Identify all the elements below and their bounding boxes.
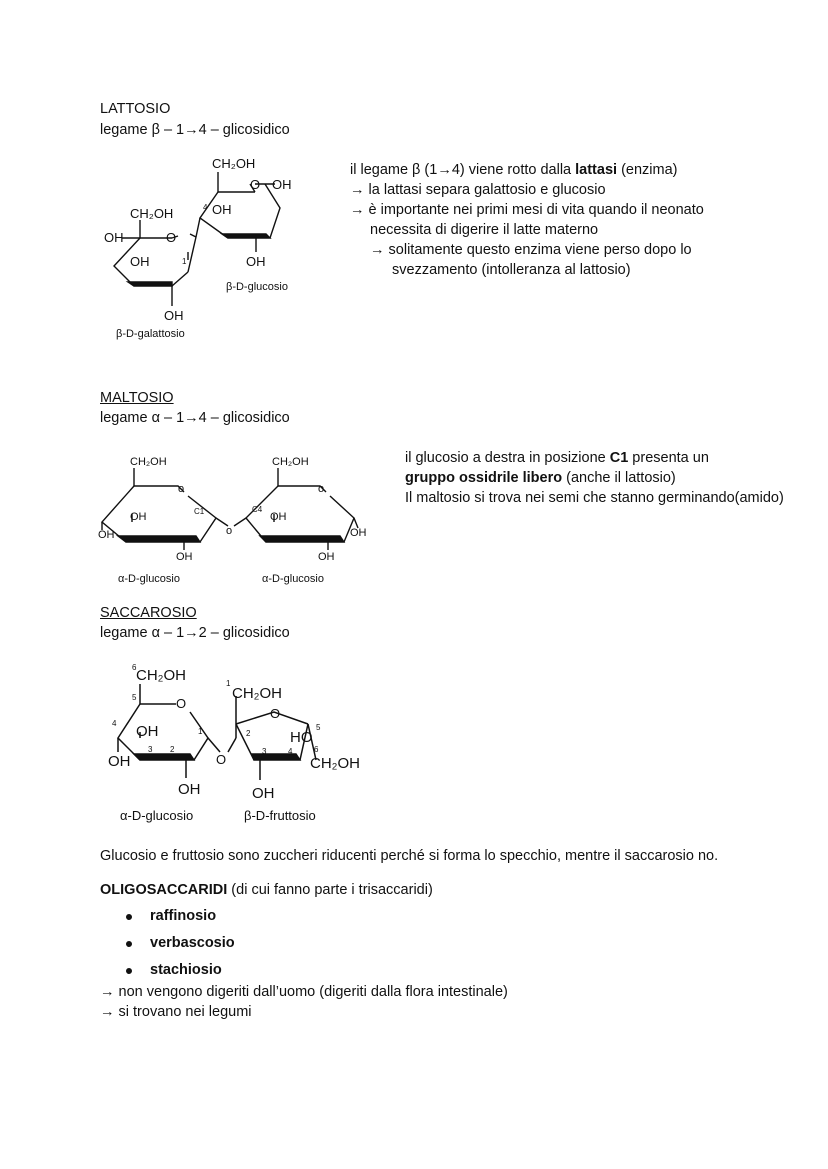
- malt-right-ch2oh: CH₂OH: [272, 456, 309, 468]
- saccarosio-title: SACCAROSIO: [100, 605, 197, 621]
- gluc-anomeric-oh: OH: [272, 177, 292, 192]
- gluc-oh-left: OH: [212, 202, 232, 217]
- oligosaccaridi-heading: [100, 880, 433, 900]
- sac-g-n4: 4: [112, 719, 117, 728]
- riducenti-text: Glucosio e fruttosio sono zuccheri riducenti perché si forma lo specchio, mentre il saccarosio no.: [100, 848, 719, 864]
- gal-num1: 1: [182, 257, 187, 266]
- sac-g-n2: 2: [170, 745, 175, 754]
- gal-oh-top-left: OH: [104, 230, 124, 245]
- malt-left-oh-bottom: OH: [176, 551, 193, 563]
- gluc-num4: 4: [203, 203, 208, 212]
- gluc-oh-bottom: OH: [246, 254, 266, 269]
- sac-link-o: O: [216, 752, 227, 767]
- gal-name: β-D-galattosio: [116, 328, 185, 340]
- sac-f-ch2oh-top: CH₂OH: [232, 685, 282, 702]
- sac-g-n3: 3: [148, 745, 153, 754]
- sac-f-ho: HO: [290, 729, 313, 746]
- sac-f-name: β-D-fruttosio: [244, 808, 316, 823]
- malt-right-c4: C4: [252, 505, 263, 514]
- sac-f-n1: 1: [226, 679, 231, 688]
- malt-right-ring-o: o: [318, 483, 325, 495]
- oligosaccaridi-list: [100, 903, 500, 984]
- bullet-icon: [126, 968, 132, 974]
- sac-g-oh-bottom: OH: [178, 781, 201, 798]
- gal-oh-mid: OH: [130, 254, 150, 269]
- gal-ch2oh: CH₂OH: [130, 206, 174, 221]
- gluc-ch2oh: CH₂OH: [212, 156, 256, 171]
- sac-f-n3: 3: [262, 747, 267, 756]
- malt-left-name: α-D-glucosio: [118, 573, 180, 585]
- oligosaccaridi-subtitle: (di cui fanno parte i trisaccaridi): [227, 882, 433, 898]
- sac-g-n1: 1: [198, 727, 203, 736]
- lattosio-bond: legame β – 1→4 – glicosidico: [100, 122, 290, 138]
- gluc-ring-o: O: [250, 177, 261, 192]
- malt-right-name: α-D-glucosio: [262, 573, 324, 585]
- malt-right-oh-right: OH: [350, 527, 367, 539]
- sac-f-oh-bottom: OH: [252, 785, 275, 802]
- malt-left-oh-mid: OH: [130, 511, 147, 523]
- maltosio-bond: legame α – 1→4 – glicosidico: [100, 410, 290, 426]
- maltosio-structure-diagram: [96, 448, 386, 590]
- oligosaccaridi-note-2: → si trovano nei legumi: [100, 1004, 252, 1020]
- list-item: raffinosio: [100, 903, 500, 930]
- sac-f-n4: 4: [288, 747, 293, 756]
- sac-g-ch2oh: CH₂OH: [136, 667, 186, 684]
- list-item: verbascosio: [100, 930, 500, 957]
- saccarosio-bond: legame α – 1→2 – glicosidico: [100, 625, 290, 641]
- saccarosio-structure-diagram: [104, 656, 384, 828]
- sac-f-ch2oh-right: CH₂OH: [310, 755, 360, 772]
- maltosio-title: MALTOSIO: [100, 390, 174, 406]
- sac-g-n6: 6: [132, 663, 137, 672]
- gal-oh-bottom: OH: [164, 308, 184, 323]
- bullet-icon: [126, 941, 132, 947]
- sac-g-oh-mid: OH: [136, 723, 159, 740]
- lattosio-title: LATTOSIO: [100, 101, 171, 117]
- maltosio-notes: il glucosio a destra in posizione C1 presenta un gruppo ossidrile libero (anche il lattosio) Il maltosio si trova nei semi che stanno germinando(amido): [405, 450, 784, 506]
- sac-f-n2: 2: [246, 729, 251, 738]
- malt-link-o: o: [226, 525, 233, 537]
- malt-left-c1: C1: [194, 507, 205, 516]
- malt-right-oh-mid: OH: [270, 511, 287, 523]
- sac-f-ring-o: O: [270, 706, 281, 721]
- sac-f-n6: 6: [314, 745, 319, 754]
- malt-left-ring-o: o: [178, 483, 185, 495]
- malt-left-oh-left: OH: [98, 529, 115, 541]
- sac-g-n5: 5: [132, 693, 137, 702]
- list-item: stachiosio: [100, 957, 500, 984]
- bullet-icon: [126, 914, 132, 920]
- oligosaccaridi-note-1: → non vengono digeriti dall’uomo (digeriti dalla flora intestinale): [100, 984, 508, 1000]
- sac-g-ring-o: O: [176, 696, 187, 711]
- link-o: O: [166, 230, 177, 245]
- sac-f-n5: 5: [316, 723, 321, 732]
- malt-right-oh-bottom: OH: [318, 551, 335, 563]
- malt-left-ch2oh: CH₂OH: [130, 456, 167, 468]
- lattosio-notes: il legame β (1→4) viene rotto dalla lattasi (enzima) → la lattasi separa galattosio e glucosio → è importante nei primi mesi di vita quando il neonato necessita di digerire il latte materno → solitamente questo enzima viene perso dopo lo svezzamento (intolleranza al lattosio): [350, 162, 704, 278]
- oligosaccaridi-title: OLIGOSACCARIDI: [100, 882, 228, 898]
- sac-g-name: α-D-glucosio: [120, 808, 194, 823]
- lattosio-structure-diagram: [100, 148, 340, 344]
- gluc-name: β-D-glucosio: [226, 281, 288, 293]
- sac-g-oh-left: OH: [108, 753, 131, 770]
